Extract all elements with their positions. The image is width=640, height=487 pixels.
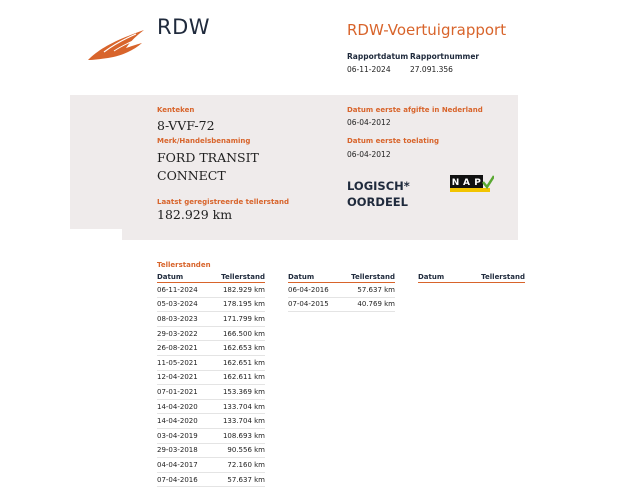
- first-nl-value: 06-04-2012: [347, 118, 391, 127]
- readings-title: Tellerstanden: [157, 261, 211, 269]
- table-row: [157, 370, 265, 385]
- reading-date: 03-04-2019: [157, 428, 209, 443]
- reading-value: 166.500 km: [209, 326, 265, 341]
- first-admission-value: 06-04-2012: [347, 150, 391, 159]
- report-number-value: 27.091.356: [410, 65, 453, 74]
- reading-value: 108.693 km: [209, 428, 265, 443]
- brand-name: RDW: [157, 15, 211, 39]
- reading-date: 29-03-2022: [157, 326, 209, 341]
- reading-date: 11-05-2021: [157, 355, 209, 370]
- odometer-value: 182.929 km: [157, 207, 233, 222]
- reading-value: 72.160 km: [209, 458, 265, 473]
- col-date-header: Datum: [157, 271, 209, 283]
- reading-value: 90.556 km: [209, 443, 265, 458]
- reading-date: 26-08-2021: [157, 341, 209, 356]
- table-row: [157, 341, 265, 356]
- reading-value: 182.929 km: [209, 283, 265, 298]
- reading-value: 162.653 km: [209, 341, 265, 356]
- nap-letter-p: P: [474, 178, 481, 188]
- col-value-header: Tellerstand: [458, 271, 525, 283]
- table-row: [157, 297, 265, 312]
- reading-value: 40.769 km: [340, 297, 396, 312]
- odometer-label: Laatst geregistreerde tellerstand: [157, 198, 290, 206]
- make-line-2: CONNECT: [157, 168, 226, 183]
- table-row: [157, 458, 265, 473]
- reading-date: 07-01-2021: [157, 385, 209, 400]
- reading-value: 57.637 km: [209, 472, 265, 487]
- report-date-label: Rapportdatum: [347, 52, 409, 61]
- reading-date: 06-11-2024: [157, 283, 209, 298]
- reading-date: 08-03-2023: [157, 312, 209, 327]
- table-row: [288, 297, 395, 312]
- reading-date: 07-04-2016: [157, 472, 209, 487]
- reading-value: 133.704 km: [209, 414, 265, 429]
- reading-value: 162.611 km: [209, 370, 265, 385]
- nap-letter-a: A: [463, 178, 470, 188]
- table-row: [157, 385, 265, 400]
- panel-notch: [70, 229, 122, 241]
- table-row: [288, 283, 395, 298]
- col-date-header: Datum: [288, 271, 340, 283]
- table-row: [157, 414, 265, 429]
- table-row: [157, 312, 265, 327]
- table-row: [157, 428, 265, 443]
- reading-date: 14-04-2020: [157, 399, 209, 414]
- table-row: [157, 326, 265, 341]
- table-row: [157, 443, 265, 458]
- reading-value: 57.637 km: [340, 283, 396, 298]
- reading-value: 178.195 km: [209, 297, 265, 312]
- plate-value: 8-VVF-72: [157, 118, 215, 133]
- reading-value: 153.369 km: [209, 385, 265, 400]
- reading-date: 07-04-2015: [288, 297, 340, 312]
- verdict-line-2: OORDEEL: [347, 195, 408, 209]
- verdict-line-1: LOGISCH*: [347, 179, 410, 193]
- col-value-header: Tellerstand: [209, 271, 265, 283]
- plate-label: Kenteken: [157, 106, 195, 114]
- reading-value: 162.651 km: [209, 355, 265, 370]
- readings-table-3: [418, 271, 525, 283]
- reading-date: 06-04-2016: [288, 283, 340, 298]
- table-row: [157, 283, 265, 298]
- make-label: Merk/Handelsbenaming: [157, 137, 251, 145]
- col-date-header: Datum: [418, 271, 458, 283]
- verdict: [347, 178, 410, 210]
- rdw-wing-logo-icon: [86, 26, 148, 62]
- report-title: RDW-Voertuigrapport: [347, 21, 507, 39]
- reading-date: 05-03-2024: [157, 297, 209, 312]
- reading-value: 133.704 km: [209, 399, 265, 414]
- table-row: [157, 355, 265, 370]
- report-number-label: Rapportnummer: [410, 52, 480, 61]
- vehicle-summary-panel: [70, 95, 518, 240]
- readings-table-1: [157, 271, 265, 487]
- make-line-1: FORD TRANSIT: [157, 150, 259, 165]
- reading-date: 12-04-2021: [157, 370, 209, 385]
- nap-letter-n: N: [451, 178, 460, 188]
- reading-date: 29-03-2018: [157, 443, 209, 458]
- reading-value: 171.799 km: [209, 312, 265, 327]
- readings-table-2: [288, 271, 395, 312]
- first-nl-label: Datum eerste afgifte in Nederland: [347, 106, 483, 114]
- nap-check-icon: [450, 175, 494, 192]
- col-value-header: Tellerstand: [340, 271, 396, 283]
- first-admission-label: Datum eerste toelating: [347, 137, 440, 145]
- reading-date: 04-04-2017: [157, 458, 209, 473]
- report-date-value: 06-11-2024: [347, 65, 391, 74]
- table-row: [157, 399, 265, 414]
- reading-date: 14-04-2020: [157, 414, 209, 429]
